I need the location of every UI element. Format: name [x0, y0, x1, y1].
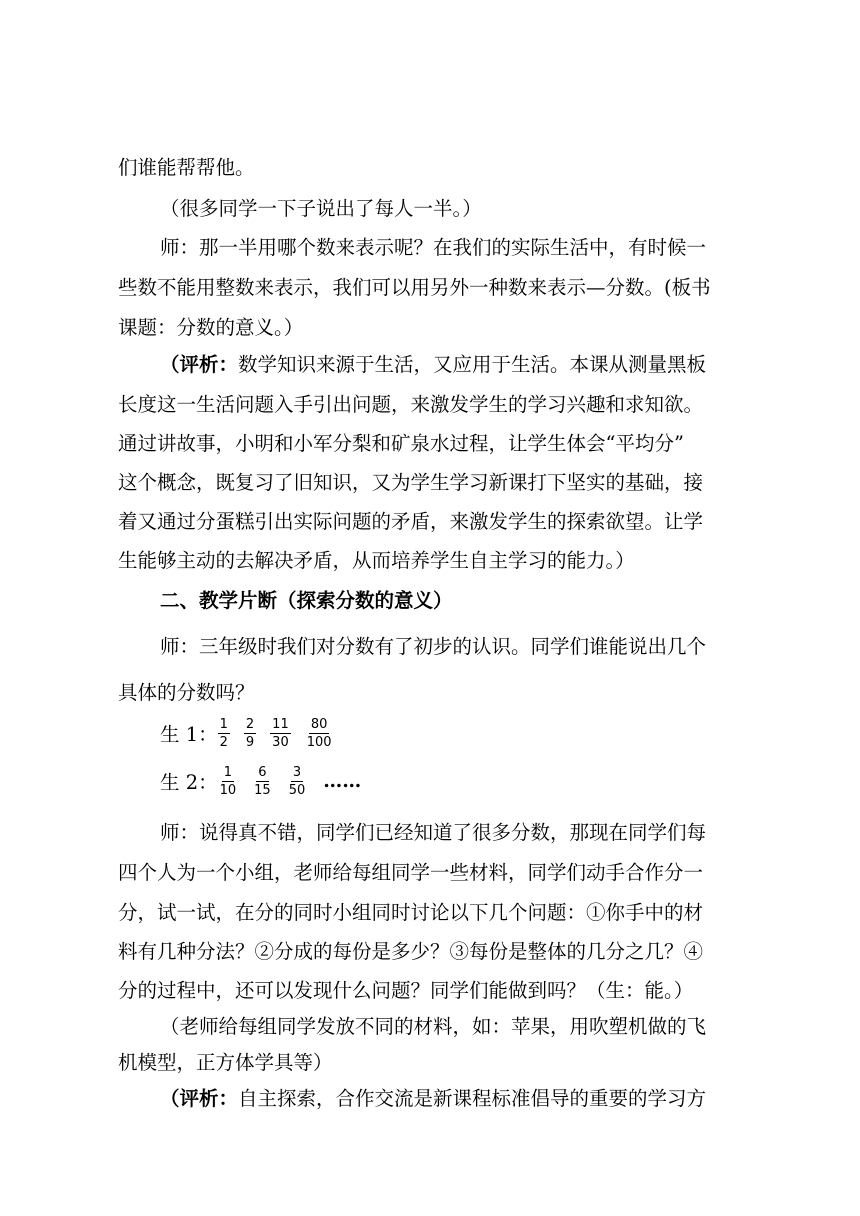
commentary-label: （评析： — [160, 353, 239, 376]
fraction: $\frac{1}{2}$ — [219, 716, 228, 750]
fraction: $\frac{6}{15}$ — [254, 764, 271, 798]
commentary-text: 自主探索，合作交流是新课程标准倡导的重要的学习方 — [238, 1087, 707, 1110]
paragraph-line: 生能够主动的去解决矛盾，从而培养学生自主学习的能力。） — [118, 549, 635, 572]
paragraph-line: 具体的分数吗？ — [118, 681, 255, 704]
section-heading: 二、教学片断（探索分数的意义） — [160, 589, 453, 612]
paragraph-line: 些数不能用整数来表示，我们可以用另外一种数来表示—分数。(板书 — [118, 276, 711, 299]
paragraph-line: 这个概念，既复习了旧知识，又为学生学习新课打下坚实的基础，接 — [118, 471, 704, 494]
commentary-line — [160, 350, 706, 380]
commentary-line — [160, 1084, 706, 1114]
student1-fractions — [160, 712, 348, 754]
fraction: $\frac{2}{9}$ — [245, 716, 255, 750]
paragraph-line: 师：那一半用哪个数来表示呢？在我们的实际生活中，有时候一 — [160, 236, 707, 259]
paragraph-line: 着又通过分蛋糕引出实际问题的矛盾，来激发学生的探索欲望。让学 — [118, 510, 704, 533]
paragraph-line: 课题：分数的意义。） — [118, 316, 304, 339]
commentary-label: （评析： — [160, 1087, 239, 1110]
paragraph-line: 机模型，正方体学具等） — [118, 1051, 333, 1074]
fraction: $\frac{1}{10}$ — [219, 764, 237, 798]
commentary-text: 数学知识来源于生活，又应用于生活。本课从测量黑板 — [238, 353, 707, 376]
student1-label: 生 1： — [160, 723, 218, 746]
paragraph-line: 料有几种分法？②分成的每份是多少？③每份是整体的几分之几？④ — [118, 940, 704, 963]
paragraph-line: （老师给每组同学发放不同的材料，如：苹果，用吹塑机做的飞 — [160, 1015, 707, 1038]
paragraph-line: 通过讲故事，小明和小军分梨和矿泉水过程，让学生体会“平均分” — [118, 432, 684, 455]
paragraph-line: （很多同学一下子说出了每人一半。） — [160, 197, 482, 220]
paragraph-line: 长度这一生活问题入手引出问题，来激发学生的学习兴趣和求知欲。 — [118, 393, 704, 416]
paragraph-line: 师：三年级时我们对分数有了初步的认识。同学们谁能说出几个 — [160, 635, 707, 658]
fraction: $\frac{11}{30}$ — [272, 716, 289, 750]
ellipsis: …… — [323, 770, 362, 792]
paragraph-line: 师：说得真不错，同学们已经知道了很多分数，那现在同学们每 — [160, 821, 707, 844]
paragraph-line: 分的过程中，还可以发现什么问题？同学们能做到吗？（生：能。） — [118, 979, 694, 1002]
fraction: $\frac{3}{50}$ — [288, 764, 306, 798]
student2-label: 生 2： — [160, 771, 218, 794]
student2-fractions — [160, 760, 361, 802]
paragraph-line: 分，试一试，在分的同时小组同时讨论以下几个问题：①你手中的材 — [118, 901, 704, 924]
paragraph-line: 四个人为一个小组，老师给每组同学一些材料，同学们动手合作分一 — [118, 861, 704, 884]
fraction: $\frac{80}{100}$ — [306, 716, 332, 750]
paragraph-line: 们谁能帮帮他。 — [118, 156, 255, 179]
